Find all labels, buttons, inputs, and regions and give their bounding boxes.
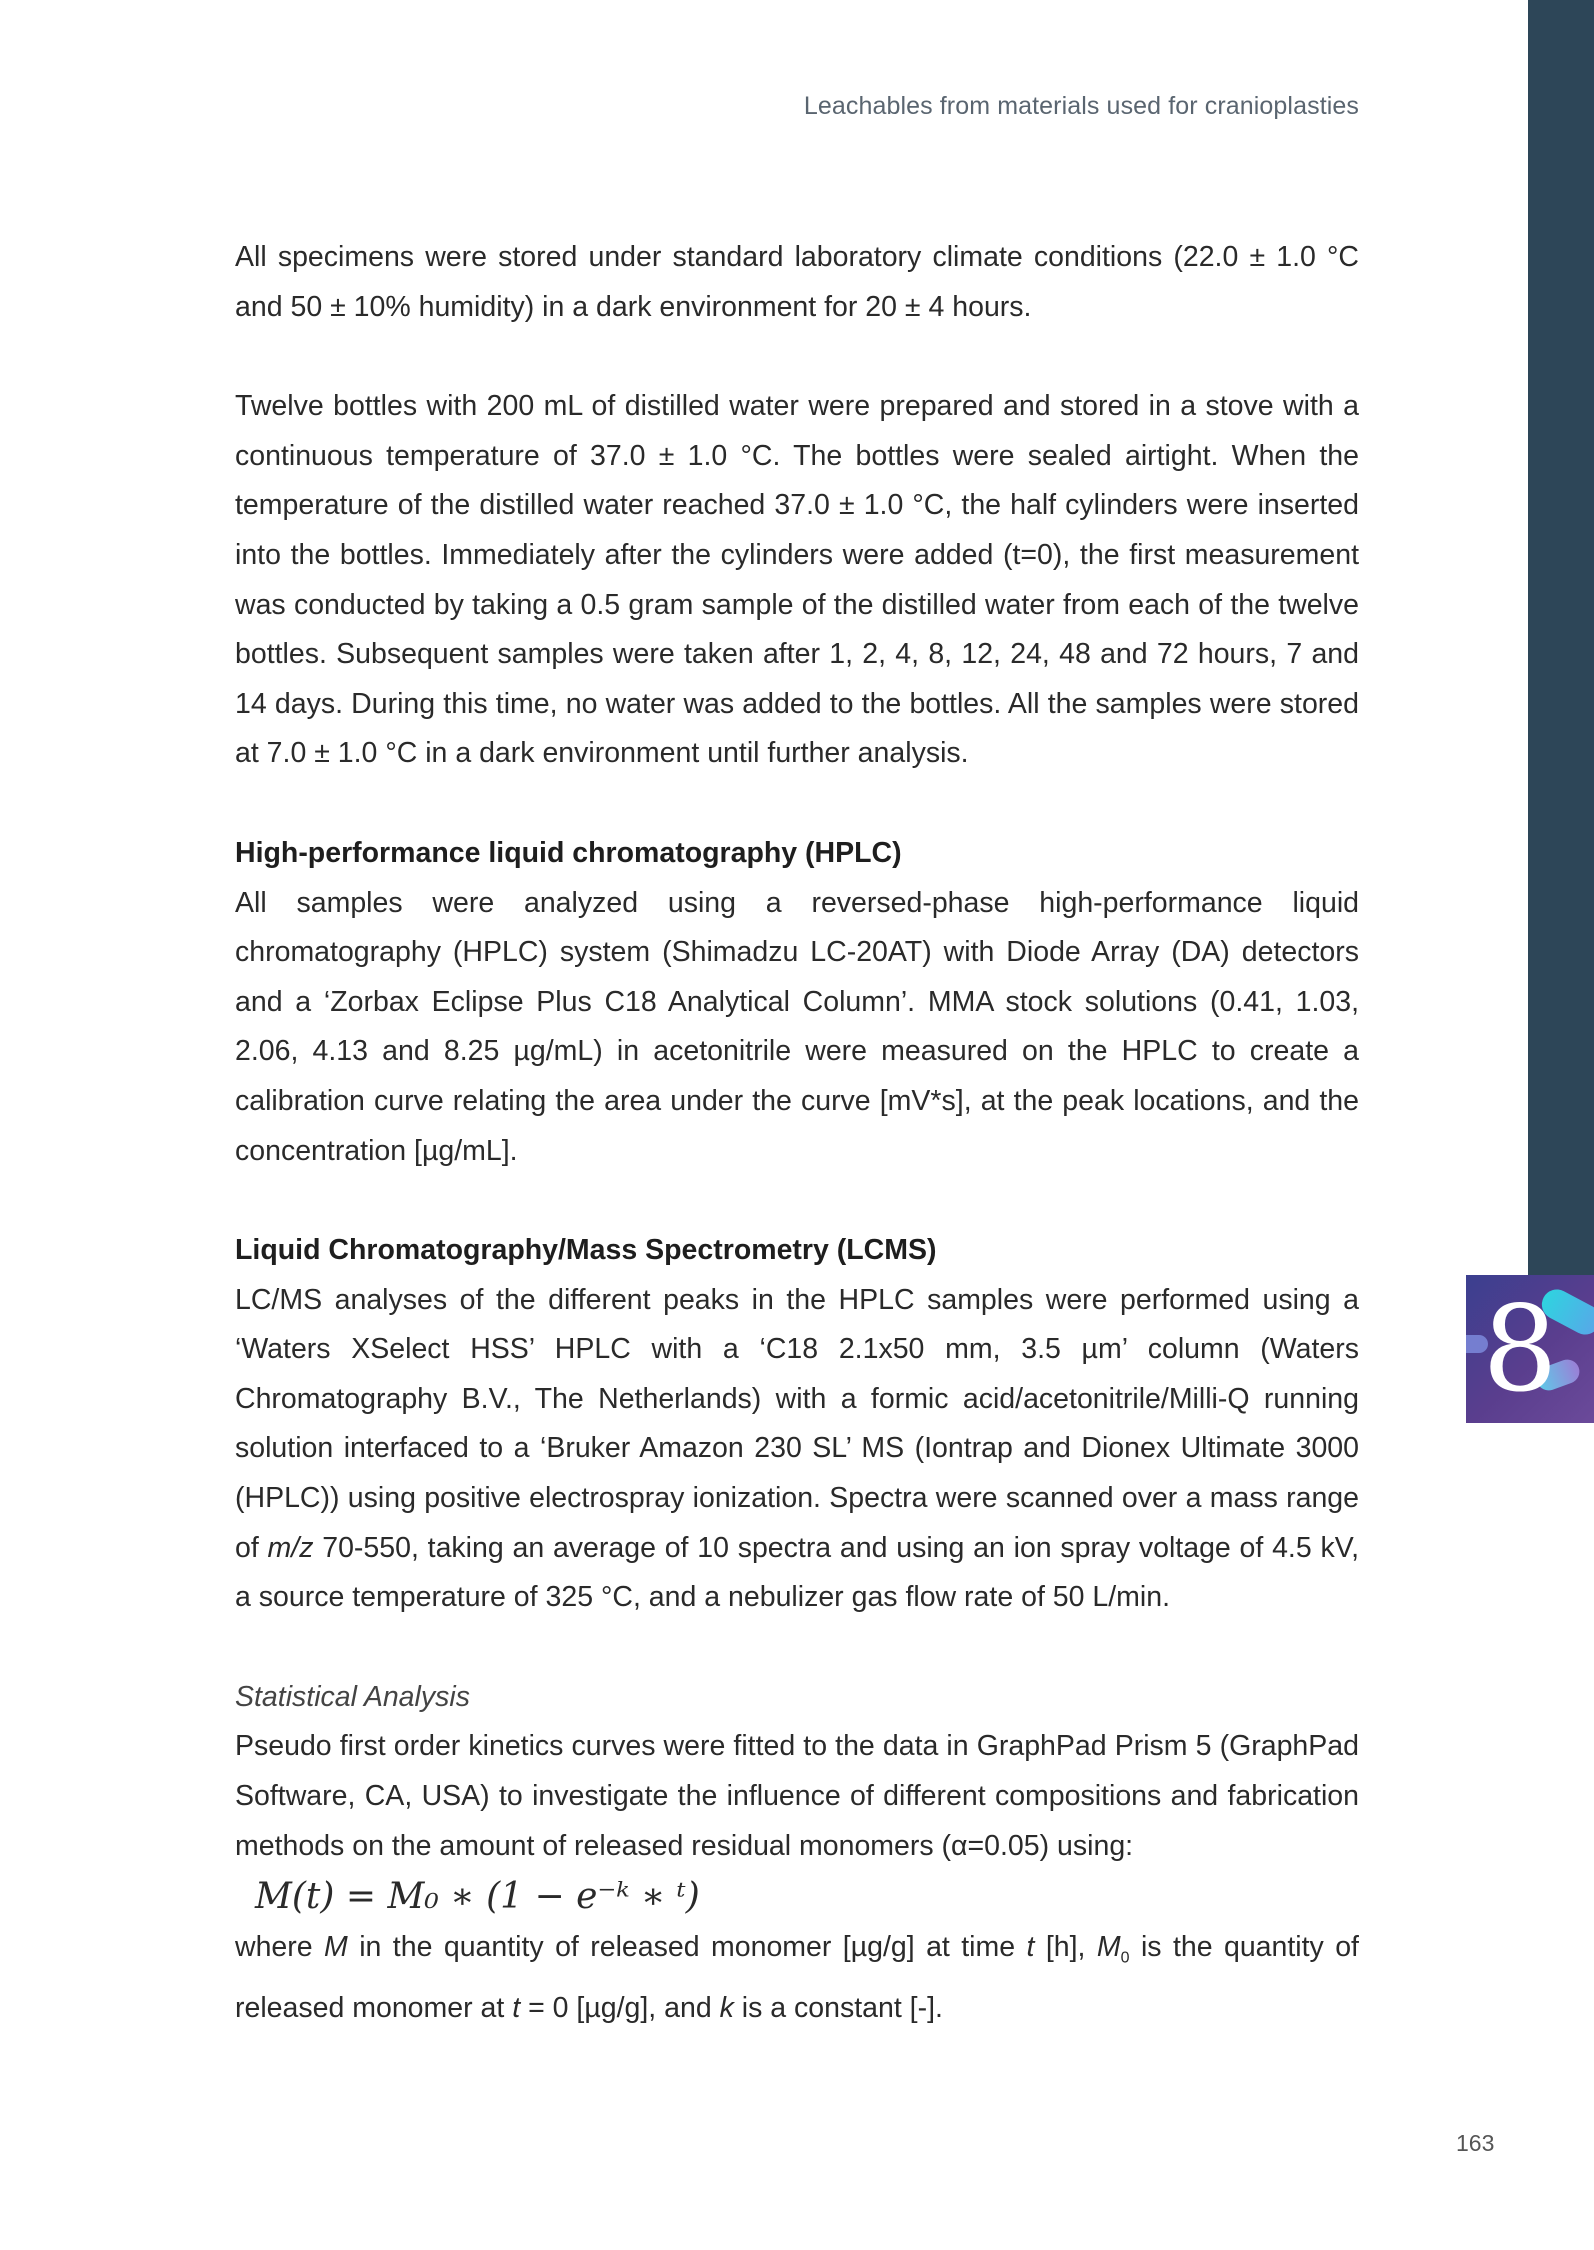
lcms-text-a: LC/MS analyses of the different peaks in the HPLC samples were performed using a ‘Waters XSelect HSS’ HPLC with a ‘C18 2.1x50 mm, 3.5 µm’ column (Waters Chromatography B.V., The Netherlands) with a formic acid/acetonitrile/Milli-Q running solution interfaced to a ‘Bruker Amazon 230 SL’ MS (Iontrap and Dionex Ultimate 3000 (HPLC)) using positive electrospray ionization. Spectra were scanned over a mass range of xyxy=(235,1283,1359,1564)
legend-text: in the quantity of released monomer [µg/g] at time xyxy=(347,1931,1027,1964)
paragraph-formula-legend xyxy=(235,1923,1359,2033)
kinetics-formula: M(t) = M₀ ∗ (1 − e⁻ᵏ ∗ ᵗ) xyxy=(255,1876,700,1918)
chapter-side-bar xyxy=(1528,0,1594,1275)
page-number: 163 xyxy=(1456,2130,1495,2156)
paragraph-hplc: All samples were analyzed using a reversed-phase high-performance liquid chromatography (HPLC) system (Shimadzu LC-20AT) with Diode Array (DA) detectors and a ‘Zorbax Eclipse Plus C18 Analytical Column’. MMA stock solutions (0.41, 1.03, 2.06, 4.13 and 8.25 µg/mL) in acetonitrile were measured on the HPLC to create a calibration curve relating the area under the curve [mV*s], at the peak locations, and the concentration [µg/mL]. xyxy=(235,886,1359,1167)
chapter-number: 8 xyxy=(1482,1280,1558,1418)
legend-text: = 0 [µg/g], and xyxy=(520,1991,720,2024)
chapter-tab xyxy=(1466,1275,1594,1423)
symbol-k: k xyxy=(719,1991,734,2024)
symbol-t: t xyxy=(1026,1931,1035,1964)
running-head: Leachables from materials used for cranioplasties xyxy=(803,92,1359,120)
subscript-zero: 0 xyxy=(1120,1949,1130,1967)
symbol-m: M xyxy=(324,1931,348,1964)
mz-symbol: m/z xyxy=(267,1531,314,1564)
symbol-m0: M xyxy=(1096,1931,1121,1964)
legend-text: is a constant [-]. xyxy=(733,1991,943,2024)
body-text xyxy=(235,233,1359,2033)
legend-text: [h], xyxy=(1034,1931,1097,1964)
lcms-text-b: 70-550, taking an average of 10 spectra and using an ion spray voltage of 4.5 kV, a source temperature of 325 °C, and a nebulizer gas flow rate of 50 L/min. xyxy=(235,1531,1360,1614)
paragraph-statistics: Pseudo first order kinetics curves were fitted to the data in GraphPad Prism 5 (GraphPad Software, CA, USA) to investigate the influence of different compositions and fabrication methods on the amount of released residual monomers (α=0.05) using: xyxy=(235,1730,1359,1862)
section-heading-hplc: High-performance liquid chromatography (HPLC) xyxy=(235,836,902,869)
section-heading-lcms: Liquid Chromatography/Mass Spectrometry (LCMS) xyxy=(235,1234,937,1267)
section-heading-statistics: Statistical Analysis xyxy=(235,1680,470,1713)
legend-text: is the quantity of released monomer at xyxy=(235,1931,1359,2024)
paragraph-storage: All specimens were stored under standard laboratory climate conditions (22.0 ± 1.0 °C and 50 ± 10% humidity) in a dark environment for 20 ± 4 hours. xyxy=(235,241,1359,323)
symbol-t: t xyxy=(512,1991,521,2024)
paragraph-lcms xyxy=(235,1276,1359,1623)
legend-text: where xyxy=(235,1931,325,1964)
paragraph-procedure: Twelve bottles with 200 mL of distilled water were prepared and stored in a stove with a continuous temperature of 37.0 ± 1.0 °C. The bottles were sealed airtight. When the temperature of the distilled water reached 37.0 ± 1.0 °C, the half cylinders were inserted into the bottles. Immediately after the cylinders were added (t=0), the first measurement was conducted by taking a 0.5 gram sample of the distilled water from each of the twelve bottles. Subsequent samples were taken after 1, 2, 4, 8, 12, 24, 48 and 72 hours, 7 and 14 days. During this time, no water was added to the bottles. All the samples were stored at 7.0 ± 1.0 °C in a dark environment until further analysis. xyxy=(235,390,1359,770)
